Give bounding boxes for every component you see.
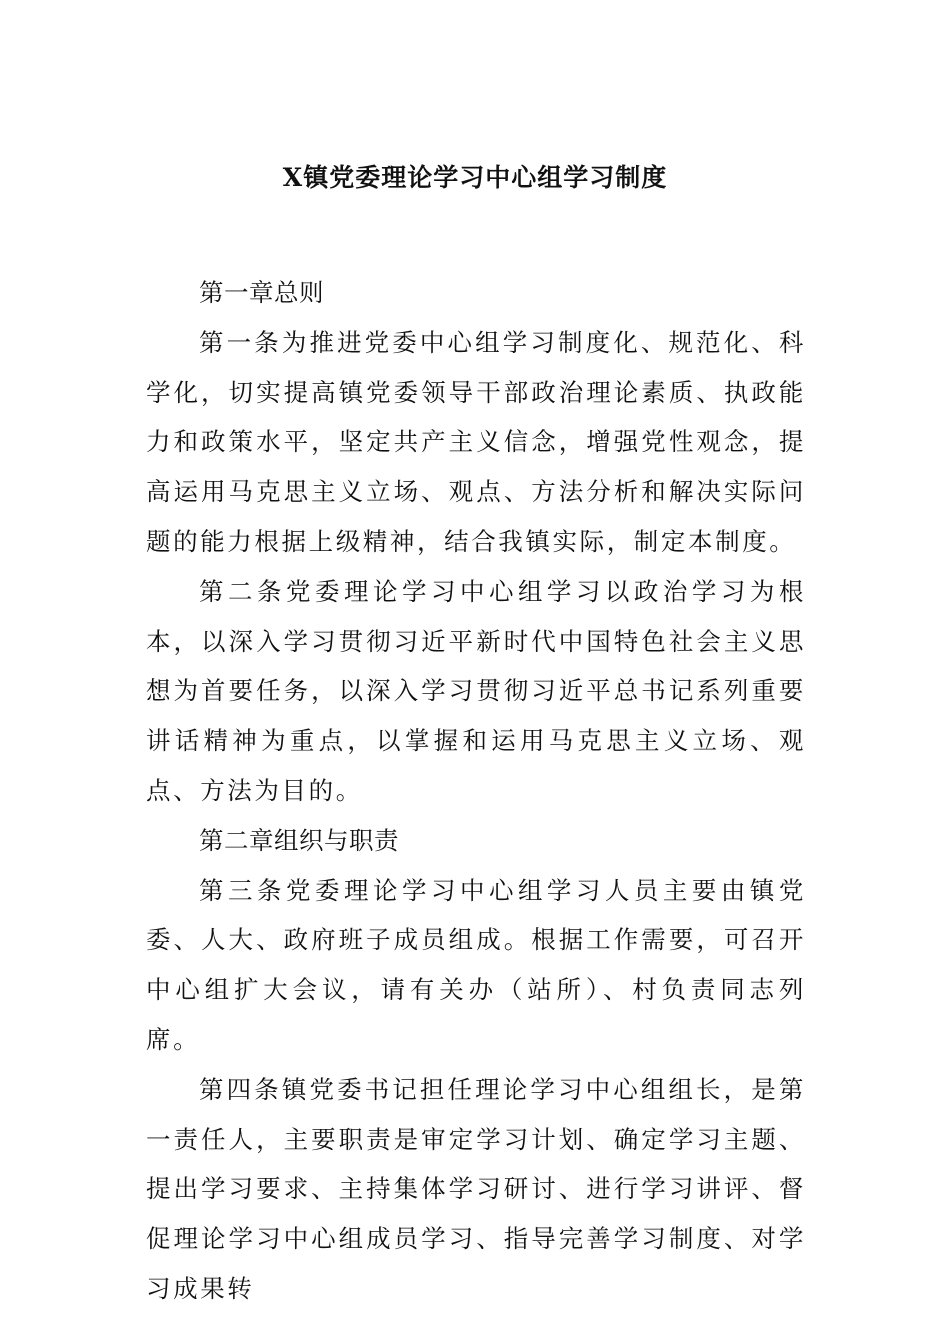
document-body [146, 268, 806, 1314]
article-2-paragraph: 第二条党委理论学习中心组学习以政治学习为根本，以深入学习贯彻习近平新时代中国特色社会主义思想为首要任务，以深入学习贯彻习近平总书记系列重要讲话精神为重点，以掌握和运用马克思主义立场、观点、方法为目的。 [146, 576, 806, 805]
article-4-paragraph: 第四条镇党委书记担任理论学习中心组组长，是第一责任人，主要职责是审定学习计划、确定学习主题、提出学习要求、主持集体学习研讨、进行学习讲评、督促理论学习中心组成员学习、指导完善学习制度、对学习成果转 [146, 1074, 806, 1303]
document-title: X镇党委理论学习中心组学习制度 [282, 163, 668, 192]
chapter-heading-organization: 第二章组织与职责 [199, 825, 399, 855]
article-3-paragraph: 第三条党委理论学习中心组学习人员主要由镇党委、人大、政府班子成员组成。根据工作需要，可召开中心组扩大会议，请有关办（站所）、村负责同志列席。 [146, 875, 806, 1054]
chapter-heading-general: 第一章总则 [199, 278, 324, 307]
article-1-paragraph: 第一条为推进党委中心组学习制度化、规范化、科学化，切实提高镇党委领导干部政治理论素质、执政能力和政策水平，坚定共产主义信念，增强党性观念，提高运用马克思主义立场、观点、方法分析和解决实际问题的能力根据上级精神，结合我镇实际，制定本制度。 [146, 327, 806, 556]
